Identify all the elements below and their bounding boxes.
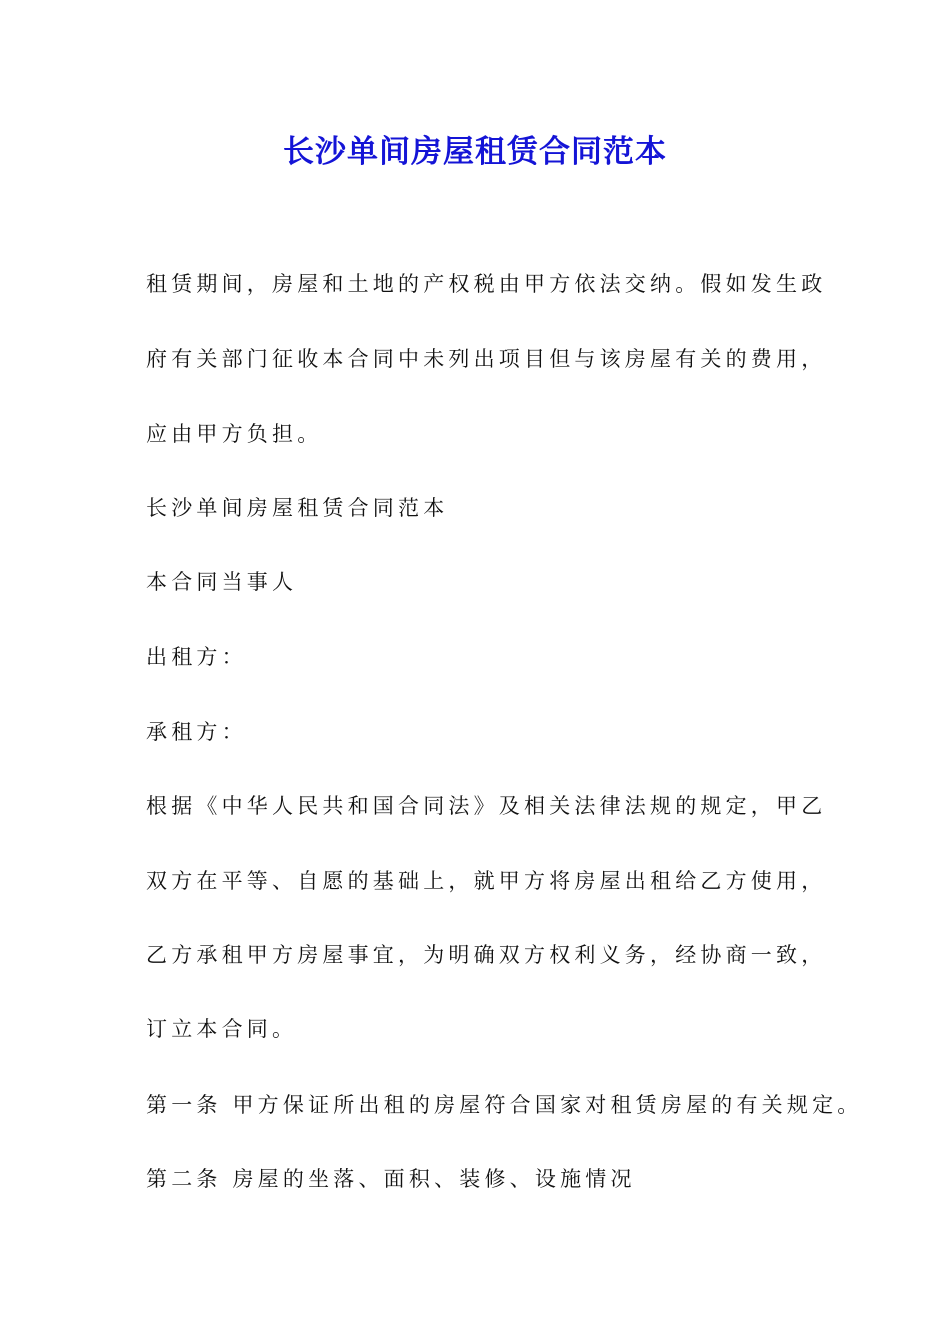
paragraph-line: 租赁期间，房屋和土地的产权税由甲方依法交纳。假如发生政 <box>146 272 827 296</box>
document-title: 长沙单间房屋租赁合同范本 <box>283 134 667 170</box>
paragraph-line: 根据《中华人民共和国合同法》及相关法律法规的规定，甲乙 <box>146 794 827 818</box>
paragraph-line: 应由甲方负担。 <box>146 422 323 446</box>
paragraph-line: 双方在平等、自愿的基础上，就甲方将房屋出租给乙方使用， <box>146 869 827 893</box>
paragraph-line: 本合同当事人 <box>146 570 298 594</box>
lessee-field-label: 承租方： <box>146 720 247 744</box>
lessor-field-label: 出租方： <box>146 645 247 669</box>
article-2: 第二条 房屋的坐落、面积、装修、设施情况 <box>146 1167 636 1191</box>
article-1: 第一条 甲方保证所出租的房屋符合国家对租赁房屋的有关规定。 <box>146 1093 863 1117</box>
paragraph-line: 府有关部门征收本合同中未列出项目但与该房屋有关的费用， <box>146 347 827 371</box>
paragraph-line: 订立本合同。 <box>146 1017 298 1041</box>
paragraph-line: 乙方承租甲方房屋事宜，为明确双方权利义务，经协商一致， <box>146 943 827 967</box>
section-heading: 长沙单间房屋租赁合同范本 <box>146 496 449 520</box>
